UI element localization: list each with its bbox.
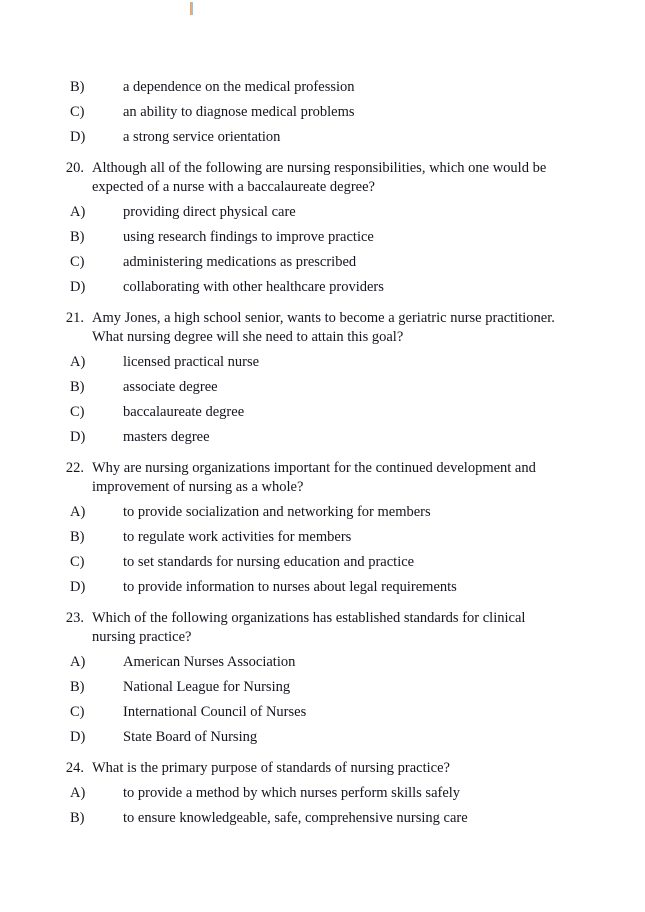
answer-option[interactable] <box>60 553 640 572</box>
answer-option[interactable] <box>60 784 640 803</box>
answer-option-label: B) <box>70 810 85 826</box>
answer-option[interactable] <box>60 428 640 447</box>
cursor-tick-mark <box>190 2 193 15</box>
answer-option[interactable] <box>60 203 640 222</box>
question-text: What is the primary purpose of standards of nursing practice? <box>92 760 450 776</box>
answer-option-label: A) <box>70 504 86 520</box>
question-text: Amy Jones, a high school senior, wants to become a geriatric nurse practitioner. What nursing degree will she need to attain this goal? <box>92 310 555 345</box>
answer-option[interactable] <box>60 728 640 747</box>
answer-option-text: baccalaureate degree <box>123 404 245 420</box>
answer-option[interactable] <box>60 353 640 372</box>
answer-option-text: masters degree <box>123 429 210 445</box>
answer-option-text: to provide socialization and networking for members <box>123 504 431 520</box>
answer-option-label: D) <box>70 729 86 745</box>
answer-option-text: American Nurses Association <box>123 654 296 670</box>
answer-option-label: B) <box>70 79 85 95</box>
answer-option[interactable] <box>60 253 640 272</box>
question-block <box>60 309 640 347</box>
answer-option-text: State Board of Nursing <box>123 729 258 745</box>
answer-option[interactable] <box>60 578 640 597</box>
question-block <box>60 159 640 197</box>
answer-option-text: providing direct physical care <box>123 204 296 220</box>
answer-option-label: C) <box>70 104 85 120</box>
answer-option-text: a strong service orientation <box>123 129 281 145</box>
answer-option-label: C) <box>70 704 85 720</box>
answer-option-label: A) <box>70 204 86 220</box>
answer-option[interactable] <box>60 128 640 147</box>
question-number: 21. <box>65 310 84 326</box>
answer-option-label: C) <box>70 554 85 570</box>
answer-option-text: to set standards for nursing education and practice <box>123 554 415 570</box>
answer-option-text: licensed practical nurse <box>123 354 260 370</box>
answer-option[interactable] <box>60 403 640 422</box>
question-text: Which of the following organizations has established standards for clinical nursing practice? <box>92 610 526 645</box>
answer-option[interactable] <box>60 503 640 522</box>
answer-option-label: A) <box>70 785 86 801</box>
answer-option-text: an ability to diagnose medical problems <box>123 104 355 120</box>
answer-option-label: C) <box>70 404 85 420</box>
answer-option[interactable] <box>60 653 640 672</box>
question-number: 20. <box>65 160 84 176</box>
question-block <box>60 459 640 497</box>
answer-option[interactable] <box>60 103 640 122</box>
answer-option-text: administering medications as prescribed <box>123 254 357 270</box>
answer-option[interactable] <box>60 78 640 97</box>
answer-option-text: to provide information to nurses about legal requirements <box>123 579 457 595</box>
answer-option[interactable] <box>60 703 640 722</box>
question-number: 22. <box>65 460 84 476</box>
question-text: Why are nursing organizations important for the continued development and improvement of nursing as a whole? <box>92 460 536 495</box>
answer-option-label: D) <box>70 279 86 295</box>
answer-option[interactable] <box>60 278 640 297</box>
answer-option-label: C) <box>70 254 85 270</box>
answer-option-text: to ensure knowledgeable, safe, comprehensive nursing care <box>123 810 468 826</box>
answer-option-label: B) <box>70 379 85 395</box>
answer-option[interactable] <box>60 809 640 828</box>
answer-option-text: associate degree <box>123 379 218 395</box>
question-number: 24. <box>65 760 84 776</box>
answer-option-label: D) <box>70 129 86 145</box>
answer-option-label: A) <box>70 654 86 670</box>
answer-option-text: to provide a method by which nurses perform skills safely <box>123 785 461 801</box>
answer-option-text: a dependence on the medical profession <box>123 79 355 95</box>
answer-option-label: D) <box>70 429 86 445</box>
answer-option[interactable] <box>60 678 640 697</box>
question-block <box>60 609 640 647</box>
answer-option-label: A) <box>70 354 86 370</box>
answer-option-text: using research findings to improve practice <box>123 229 374 245</box>
answer-option[interactable] <box>60 378 640 397</box>
answer-option-text: International Council of Nurses <box>123 704 307 720</box>
answer-option-label: B) <box>70 529 85 545</box>
answer-option-text: National League for Nursing <box>123 679 291 695</box>
question-block <box>60 759 640 778</box>
question-text: Although all of the following are nursing responsibilities, which one would be expected of a nurse with a baccalaureate degree? <box>92 160 547 195</box>
answer-option-label: D) <box>70 579 86 595</box>
answer-option[interactable] <box>60 228 640 247</box>
answer-option-text: to regulate work activities for members <box>123 529 352 545</box>
answer-option-text: collaborating with other healthcare providers <box>123 279 384 295</box>
question-number: 23. <box>65 610 84 626</box>
answer-option[interactable] <box>60 528 640 547</box>
answer-option-label: B) <box>70 229 85 245</box>
answer-option-label: B) <box>70 679 85 695</box>
